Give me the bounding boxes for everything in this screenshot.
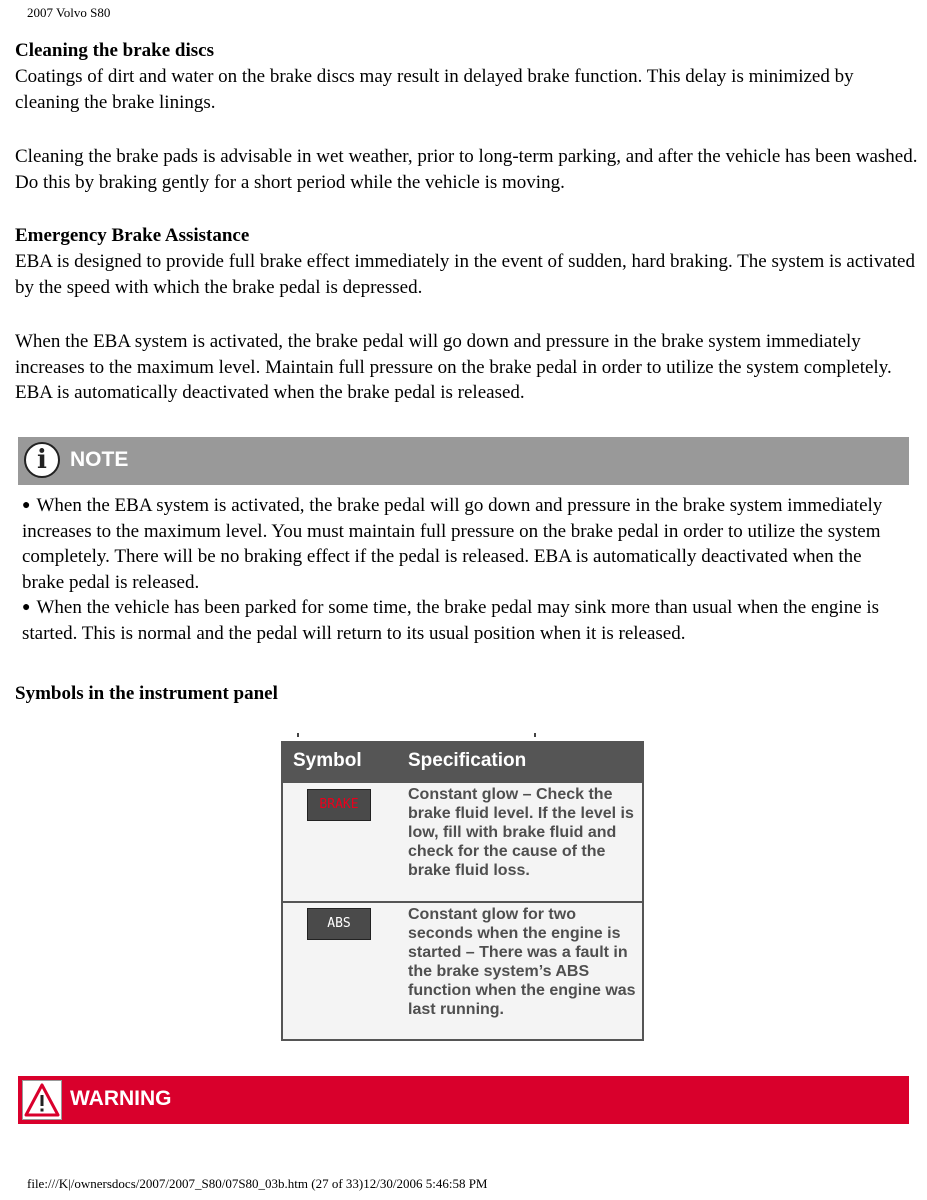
note-bullet-2 (22, 595, 902, 646)
page-header-title: 2007 Volvo S80 (27, 5, 111, 20)
bullet-icon: ● (22, 498, 31, 513)
note-bullet-2-text: When the vehicle has been parked for some time, the brake pedal may sink more than usual when the engine is started. This is normal and the pedal will return to its usual position when it is released. (22, 597, 880, 644)
heading-symbols-instrument-panel: Symbols in the instrument panel (15, 683, 278, 704)
eba-paragraph-2: When the EBA system is activated, the brake pedal will go down and pressure in the brake system immediately increases to the maximum level. Maintain full pressure on the brake pedal in order to utilize the system completely. EBA is automatically deactivated when the brake pedal is released. (15, 331, 892, 403)
symbols-table-header (283, 743, 642, 781)
symbols-table (281, 741, 644, 1041)
table-corner-mark (534, 733, 536, 737)
note-bullet-1-text: When the EBA system is activated, the brake pedal will go down and pressure in the brake system immediately increases to the maximum level. You must maintain full pressure on the brake pedal in order to utilize the system completely. There will be no braking effect if the pedal is released. EBA is automatically deactivated when the brake pedal is released. (22, 495, 883, 593)
table-corner-mark (297, 733, 299, 737)
column-header-specification: Specification (408, 750, 527, 771)
table-row (283, 901, 642, 1039)
bullet-icon: ● (22, 600, 31, 615)
warning-label: WARNING (70, 1087, 172, 1110)
table-row (283, 781, 642, 901)
cleaning-paragraph-1: Coatings of dirt and water on the brake discs may result in delayed brake function. This delay is minimized by cleaning the brake linings. (15, 66, 854, 113)
brake-warning-icon: BRAKE (307, 789, 371, 821)
heading-emergency-brake-assistance: Emergency Brake Assistance (15, 225, 250, 246)
column-header-symbol: Symbol (293, 750, 362, 771)
info-icon: i (24, 442, 60, 478)
row-specification: Constant glow – Check the brake fluid level. If the level is low, fill with brake fluid and check for the cause of the brake fluid loss. (408, 786, 634, 879)
warning-triangle-icon (22, 1080, 62, 1120)
note-banner (18, 437, 909, 485)
abs-warning-icon: ABS (307, 908, 371, 940)
eba-paragraph-1: EBA is designed to provide full brake effect immediately in the event of sudden, hard braking. The system is activated by the speed with which the brake pedal is depressed. (15, 251, 915, 298)
note-label: NOTE (70, 448, 129, 471)
row-specification: Constant glow for two seconds when the engine is started – There was a fault in the brake system’s ABS function when the engine was last running. (408, 906, 636, 1018)
cleaning-paragraph-2: Cleaning the brake pads is advisable in wet weather, prior to long-term parking, and after the vehicle has been washed. Do this by braking gently for a short period while the vehicle is moving. (15, 146, 918, 193)
heading-cleaning-brake-discs: Cleaning the brake discs (15, 40, 214, 61)
warning-banner (18, 1076, 909, 1124)
footer-file-path: file:///K|/ownersdocs/2007/2007_S80/07S80_03b.htm (27 of 33)12/30/2006 5:46:58 PM (27, 1176, 488, 1191)
note-bullet-1 (22, 493, 902, 595)
